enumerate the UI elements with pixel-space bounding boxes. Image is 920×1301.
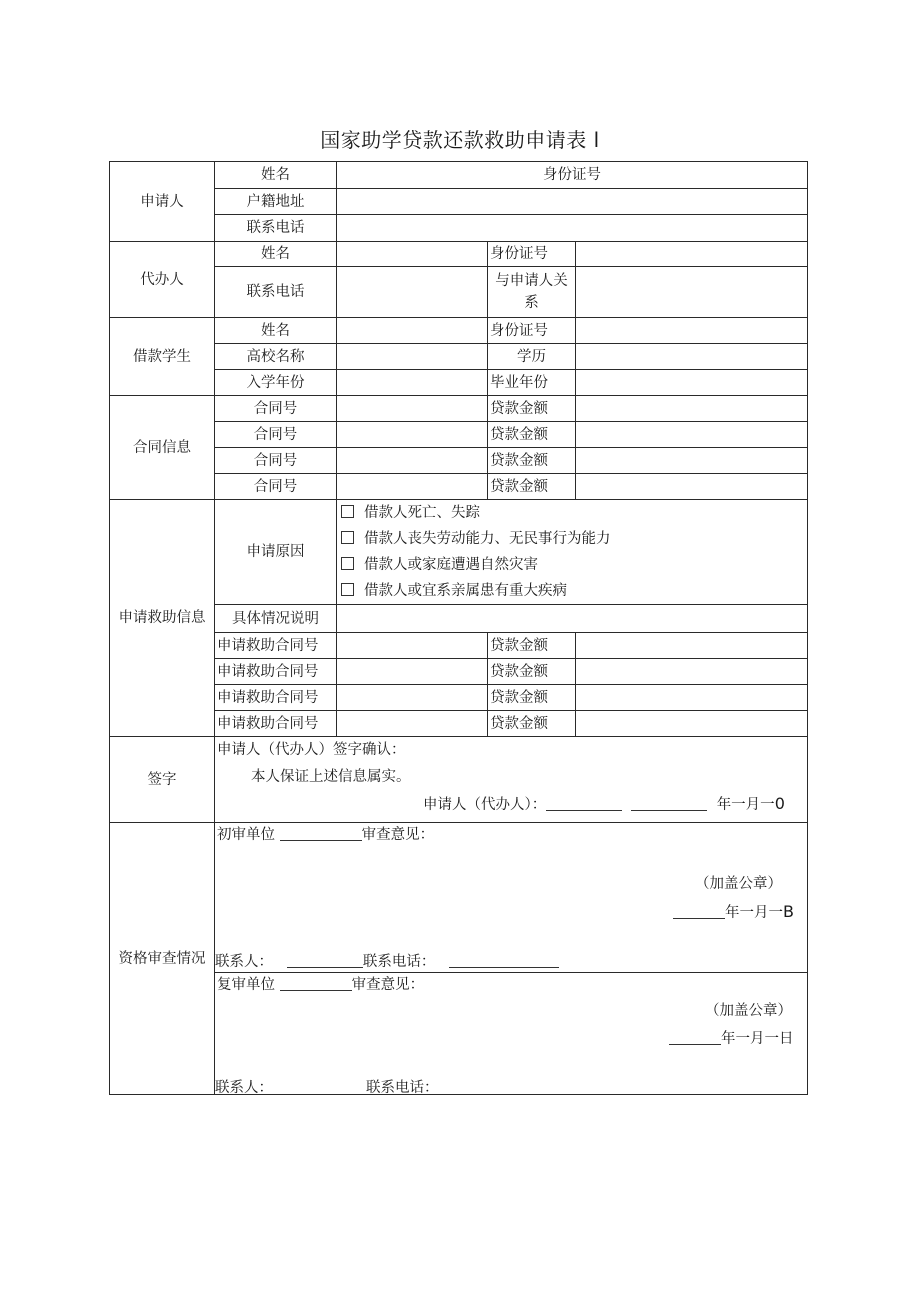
agent-name-label: 姓名: [215, 242, 337, 267]
student-school-label: 高校名称: [215, 344, 337, 370]
first-review-date: [673, 903, 794, 922]
student-enroll-year-field[interactable]: [337, 370, 488, 396]
checkbox-icon[interactable]: [341, 505, 354, 518]
contract-section-label: 合同信息: [110, 396, 215, 500]
contract-number-label: 合同号: [215, 422, 337, 448]
date-underline: [669, 1030, 721, 1045]
agent-relation-field[interactable]: [576, 267, 808, 318]
first-review-date-end: B: [783, 902, 794, 921]
student-grad-year-field[interactable]: [576, 370, 808, 396]
aid-contract-field[interactable]: [337, 711, 488, 737]
student-enroll-year-label: 入学年份: [215, 370, 337, 396]
contract-number-label: 合同号: [215, 396, 337, 422]
reason-text: 借款人死亡、失踪: [364, 505, 480, 521]
second-review-seal: （加盖公章）: [705, 1003, 792, 1019]
contract-number-label: 合同号: [215, 474, 337, 500]
reason-text: 借款人或家庭遭遇自然灾害: [364, 557, 538, 573]
checkbox-icon[interactable]: [341, 531, 354, 544]
signature-area[interactable]: [215, 737, 808, 823]
agent-relation-label: 与申请人关系: [488, 267, 576, 318]
second-review-contact-label: 联系人：: [215, 1080, 273, 1096]
aid-amount-label: 贷款金额: [488, 659, 576, 685]
aid-amount-field[interactable]: [576, 685, 808, 711]
aid-contract-label: 申请救助合同号: [215, 711, 337, 737]
aid-amount-label: 贷款金额: [488, 711, 576, 737]
applicant-address-field[interactable]: [337, 189, 808, 215]
reason-text: 借款人丧失劳动能力、无民事行为能力: [364, 531, 611, 547]
student-id-label: 身份证号: [488, 318, 576, 344]
contract-amount-label: 贷款金额: [488, 422, 576, 448]
unit-underline: [280, 976, 352, 991]
applicant-section-label: 申请人: [110, 162, 215, 242]
aid-amount-label: 贷款金额: [488, 685, 576, 711]
application-form-table: [109, 161, 808, 1095]
reason-option[interactable]: [337, 552, 807, 578]
contract-amount-field[interactable]: [576, 448, 808, 474]
contract-number-field[interactable]: [337, 422, 488, 448]
signature-confirm-text: 申请人（代办人）签字确认：: [217, 742, 406, 758]
checkbox-icon[interactable]: [341, 583, 354, 596]
applicant-phone-label: 联系电话: [215, 215, 337, 242]
contact-underline: [287, 953, 363, 968]
student-section-label: 借款学生: [110, 318, 215, 396]
applicant-id-label: 身份证号: [337, 162, 808, 189]
page-title: 国家助学贷款还款救助申请表 l: [320, 128, 600, 152]
contract-amount-label: 贷款金额: [488, 448, 576, 474]
second-review-unit-line: [217, 976, 424, 994]
first-review-unit-label: 初审单位: [217, 827, 275, 843]
aid-amount-field[interactable]: [576, 659, 808, 685]
contract-amount-field[interactable]: [576, 422, 808, 448]
contract-number-field[interactable]: [337, 448, 488, 474]
first-review-contact-label: 联系人：: [215, 954, 273, 970]
reason-text: 借款人或宜系亲属患有重大疾病: [364, 583, 567, 599]
signature-underline: [546, 796, 622, 811]
first-review-unit-line: [217, 826, 434, 844]
phone-underline: [449, 953, 559, 968]
reason-option[interactable]: [337, 526, 807, 552]
contract-amount-label: 贷款金额: [488, 396, 576, 422]
aid-amount-field[interactable]: [576, 711, 808, 737]
agent-phone-field[interactable]: [337, 267, 488, 318]
student-grad-year-label: 毕业年份: [488, 370, 576, 396]
second-review-date: [669, 1030, 794, 1048]
agent-phone-label: 联系电话: [215, 267, 337, 318]
reason-option[interactable]: [337, 500, 807, 526]
signature-underline: [631, 796, 707, 811]
contract-number-label: 合同号: [215, 448, 337, 474]
checkbox-icon[interactable]: [341, 557, 354, 570]
reason-option[interactable]: [337, 578, 807, 604]
agent-section-label: 代办人: [110, 242, 215, 318]
student-education-field[interactable]: [576, 344, 808, 370]
contract-amount-field[interactable]: [576, 396, 808, 422]
date-underline: [673, 904, 725, 919]
first-review-seal: （加盖公章）: [695, 876, 782, 892]
contract-amount-field[interactable]: [576, 474, 808, 500]
second-review-phone-label: 联系电话：: [366, 1080, 439, 1096]
review-section-label: 资格审查情况: [110, 823, 215, 1095]
contract-number-field[interactable]: [337, 396, 488, 422]
aid-details-label: 具体情况说明: [215, 605, 337, 633]
aid-contract-label: 申请救助合同号: [215, 685, 337, 711]
contract-number-field[interactable]: [337, 474, 488, 500]
aid-details-field[interactable]: [337, 605, 808, 633]
signer-label: 申请人（代办人）：: [423, 797, 547, 813]
first-review-area[interactable]: [215, 823, 808, 973]
first-review-contact-line: [215, 953, 559, 971]
aid-contract-field[interactable]: [337, 685, 488, 711]
student-name-field[interactable]: [337, 318, 488, 344]
aid-contract-field[interactable]: [337, 659, 488, 685]
second-review-unit-label: 复审单位: [217, 977, 275, 993]
second-review-area[interactable]: [215, 973, 808, 1095]
aid-contract-label: 申请救助合同号: [215, 633, 337, 659]
student-education-label: 学历: [488, 344, 576, 370]
signature-statement: 本人保证上述信息属实。: [251, 769, 411, 785]
signature-signer-line: [423, 795, 785, 814]
applicant-name-label: 姓名: [215, 162, 337, 189]
agent-name-field[interactable]: [337, 242, 488, 267]
agent-id-label: 身份证号: [488, 242, 576, 267]
aid-contract-label: 申请救助合同号: [215, 659, 337, 685]
signature-date: 年一月一: [716, 797, 775, 813]
first-review-phone-label: 联系电话：: [362, 954, 436, 970]
aid-contract-field[interactable]: [337, 633, 488, 659]
applicant-address-label: 户籍地址: [215, 189, 337, 215]
first-review-opinion-label: 审查意见：: [361, 827, 435, 843]
unit-underline: [280, 826, 362, 841]
signature-section-label: 签字: [110, 737, 215, 823]
second-review-contact-line: [215, 1079, 439, 1097]
applicant-phone-field[interactable]: [337, 215, 808, 242]
aid-section-label: 申请救助信息: [110, 500, 215, 737]
student-id-field[interactable]: [576, 318, 808, 344]
aid-reason-options: [337, 500, 808, 605]
aid-amount-label: 贷款金额: [488, 633, 576, 659]
contract-amount-label: 贷款金额: [488, 474, 576, 500]
signature-date-end: 0: [774, 794, 785, 813]
second-review-opinion-label: 审查意见：: [351, 977, 425, 993]
first-review-date-text: 年一月一: [725, 905, 783, 921]
student-school-field[interactable]: [337, 344, 488, 370]
aid-reason-label: 申请原因: [215, 500, 337, 605]
agent-id-field[interactable]: [576, 242, 808, 267]
aid-amount-field[interactable]: [576, 633, 808, 659]
second-review-date-text: 年一月一日: [721, 1031, 794, 1047]
student-name-label: 姓名: [215, 318, 337, 344]
